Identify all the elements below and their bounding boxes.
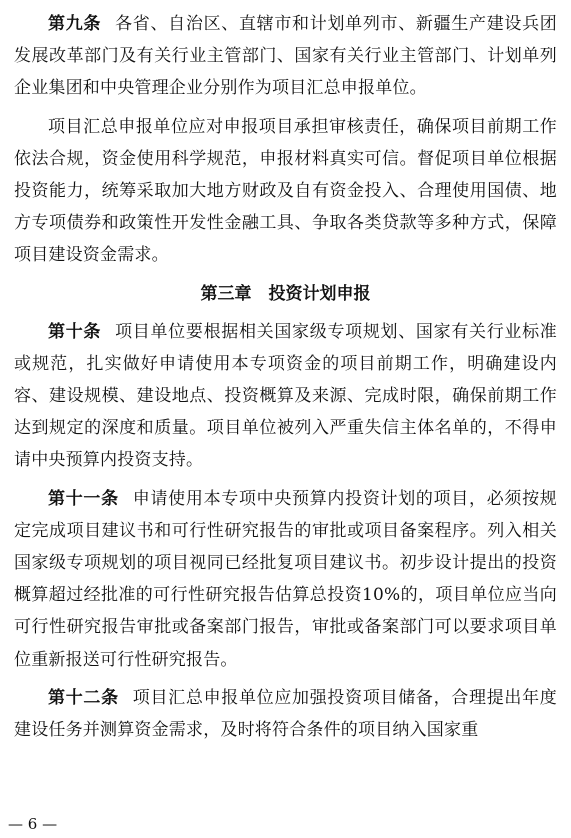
page-number: — 6 — <box>8 815 58 833</box>
article-heading: 第九条 <box>48 14 102 34</box>
article-12-paragraph <box>14 682 557 746</box>
chapter-number: 第三章 <box>200 283 252 304</box>
chapter-title: 投资计划申报 <box>268 283 371 304</box>
article-heading: 第十条 <box>48 321 102 342</box>
article-text: 项目汇总申报单位应加强投资项目储备，合理提出年度建设任务并测算资金需求，及时将符合条件的项目纳入国家重 <box>14 687 557 741</box>
article-text: 项目单位要根据相关国家级专项规划、国家有关行业标准或规范，扎实做好申请使用本专项资金的项目前期工作，明确建设内容、建设规模、建设地点、投资概算及来源、完成时限，确保前期工作达到规定的深度和质量。项目单位被列入严重失信主体名单的，不得申请中央预算内投资支持。 <box>14 321 557 471</box>
article-text: 申请使用本专项中央预算内投资计划的项目，必须按规定完成项目建议书和可行性研究报告的审批或项目备案程序。列入相关国家级专项规划的项目视同已经批复项目建议书。初步设计提出的投资概算超过经批准的可行性研究报告估算总投资10%的，项目单位应当向可行性研究报告审批或备案部门报告，审批或备案部门可以要求项目单位重新报送可行性研究报告。 <box>14 488 557 670</box>
article-heading: 第十一条 <box>48 488 119 509</box>
article-9-paragraph <box>14 8 557 105</box>
body-paragraph <box>14 111 557 272</box>
paragraph-text: 项目汇总申报单位应对申报项目承担审核责任，确保项目前期工作依法合规，资金使用科学规范，申报材料真实可信。督促项目单位根据投资能力，统筹采取加大地方财政及自有资金投入、合理使用国债、地方专项债券和政策性开发性金融工具、争取各类贷款等多种方式，保障项目建设资金需求。 <box>14 116 557 266</box>
chapter-heading <box>14 278 557 310</box>
article-text: 各省、自治区、直辖市和计划单列市、新疆生产建设兵团发展改革部门及有关行业主管部门、国家有关行业主管部门、计划单列企业集团和中央管理企业分别作为项目汇总申报单位。 <box>14 14 557 99</box>
article-11-paragraph <box>14 483 557 676</box>
article-10-paragraph <box>14 316 557 477</box>
article-heading: 第十二条 <box>48 687 119 708</box>
